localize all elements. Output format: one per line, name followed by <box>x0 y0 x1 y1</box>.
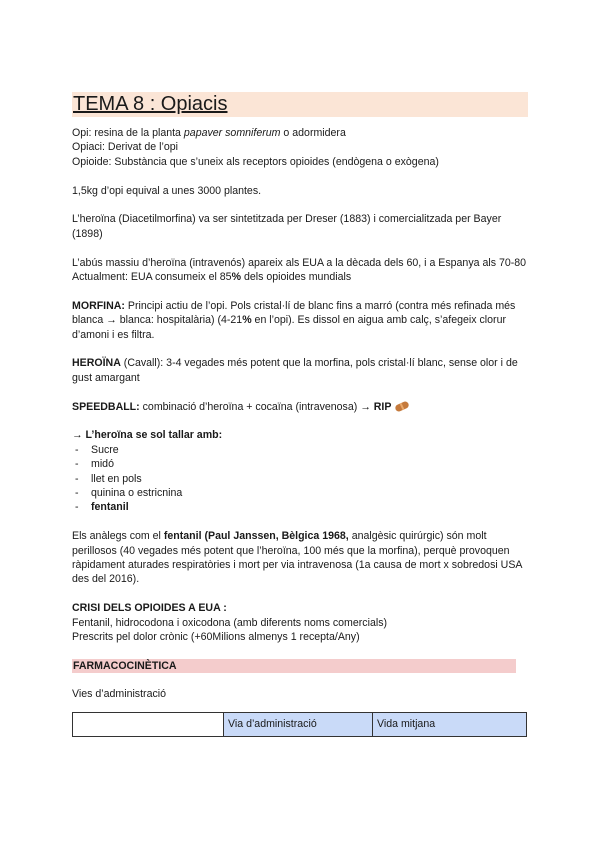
heroina-label: HEROÏNA <box>72 357 121 370</box>
opi-plants-fact: 1,5kg d’opi equival a unes 3000 plantes. <box>72 184 262 197</box>
cutting-heading-text: → L’heroïna se sol tallar amb: <box>72 429 223 442</box>
definition-opi <box>72 126 528 140</box>
analogs-text-end: analgèsic quirúrgic) són molt perillosos (40 vegades més potent que l’heroïna, 100 més que la morfina), perquè provoquen ràpidament aturades respiratòries i mort per via intravenosa (1a causa de mort x sobredosi USA des del 2016). <box>72 530 522 586</box>
table-header-route: Via d’administració <box>224 712 373 736</box>
fentanil-bold: fentanil (Paul Janssen, Bèlgica 1968, <box>163 530 349 543</box>
speedball-label: SPEEDBALL: <box>72 400 140 413</box>
crisis-line-2: Prescrits pel dolor crònic (+60Milions almenys 1 recepta/Any) <box>72 631 360 644</box>
document-page <box>72 92 528 737</box>
crisis-heading-text: CRISI DELS OPIOIDES A EUA : <box>72 602 227 615</box>
list-item: - llet en pols <box>72 472 528 486</box>
list-item: - quinina o estricnina <box>72 486 528 500</box>
species-name: papaver somniferum <box>183 127 281 139</box>
analogs-paragraph <box>72 529 528 587</box>
list-item: - midó <box>72 457 528 471</box>
morfina-text: Principi actiu de l’opi. Pols cristal·lí de blanc fins a marró (contra més refinada més blanca → blanca: hospitalària) (4-21 <box>72 299 516 327</box>
admin-routes-label: Vies d’administració <box>72 688 167 701</box>
definition-opiaci: Opiaci: Derivat de l’opi <box>72 141 178 154</box>
morfina-percent: % <box>242 314 252 327</box>
speedball-paragraph <box>72 400 528 414</box>
pharmacokinetics-table <box>72 712 527 737</box>
abuse-history: L’abús massiu d’heroïna (intravenós) apareix als EUA a la dècada dels 60, i a Espanya als 70-80 <box>72 256 527 269</box>
analogs-text: Els anàlegs com el <box>72 530 164 543</box>
list-item: - Sucre <box>72 443 528 457</box>
heroin-history: L’heroïna (Diacetilmorfina) va ser sintetitzada per Dreser (1883) i comercialitzada per Bayer (1898) <box>72 213 502 240</box>
section-heading-farmacocinetica: FARMACOCINÈTICA <box>72 659 516 673</box>
table-row <box>73 712 527 736</box>
fentanil-item: fentanil <box>91 501 129 514</box>
pill-icon <box>395 401 411 413</box>
morfina-text-end: en l’opi). Es dissol en aigua amb calç, s’afegeix clorur d’amoni i es filtra. <box>72 314 506 341</box>
rip-text: RIP <box>373 400 392 413</box>
morfina-paragraph <box>72 299 528 342</box>
consumption-text: Actualment: EUA consumeix el 85 <box>72 271 232 284</box>
cutting-agents-list <box>72 443 528 515</box>
list-item <box>72 500 528 514</box>
crisis-line-1: Fentanil, hidrocodona i oxicodona (amb diferents noms comercials) <box>72 616 388 629</box>
cutting-agents-heading <box>72 428 528 442</box>
morfina-label: MORFINA: <box>72 299 125 312</box>
table-cell-empty <box>73 712 224 736</box>
page-title: TEMA 8 : Opiacis <box>72 92 528 117</box>
definition-opioide: Opioide: Substància que s’uneix als receptors opioides (endògena o exògena) <box>72 155 439 168</box>
current-consumption <box>72 270 528 284</box>
heroina-paragraph <box>72 356 528 385</box>
consumption-text-end: dels opioides mundials <box>241 271 352 284</box>
table-header-halflife: Vida mitjana <box>373 712 527 736</box>
opi-text-end: o adormidera <box>280 127 346 139</box>
speedball-text: combinació d’heroïna + cocaïna (intravenosa) → <box>139 400 374 413</box>
opi-text: Opi: resina de la planta <box>72 127 184 139</box>
heroina-text: (Cavall): 3-4 vegades més potent que la morfina, pols cristal·lí blanc, sense olor i de gust amargant <box>72 357 518 384</box>
crisis-heading <box>72 601 528 615</box>
percent-sign: % <box>231 271 241 284</box>
